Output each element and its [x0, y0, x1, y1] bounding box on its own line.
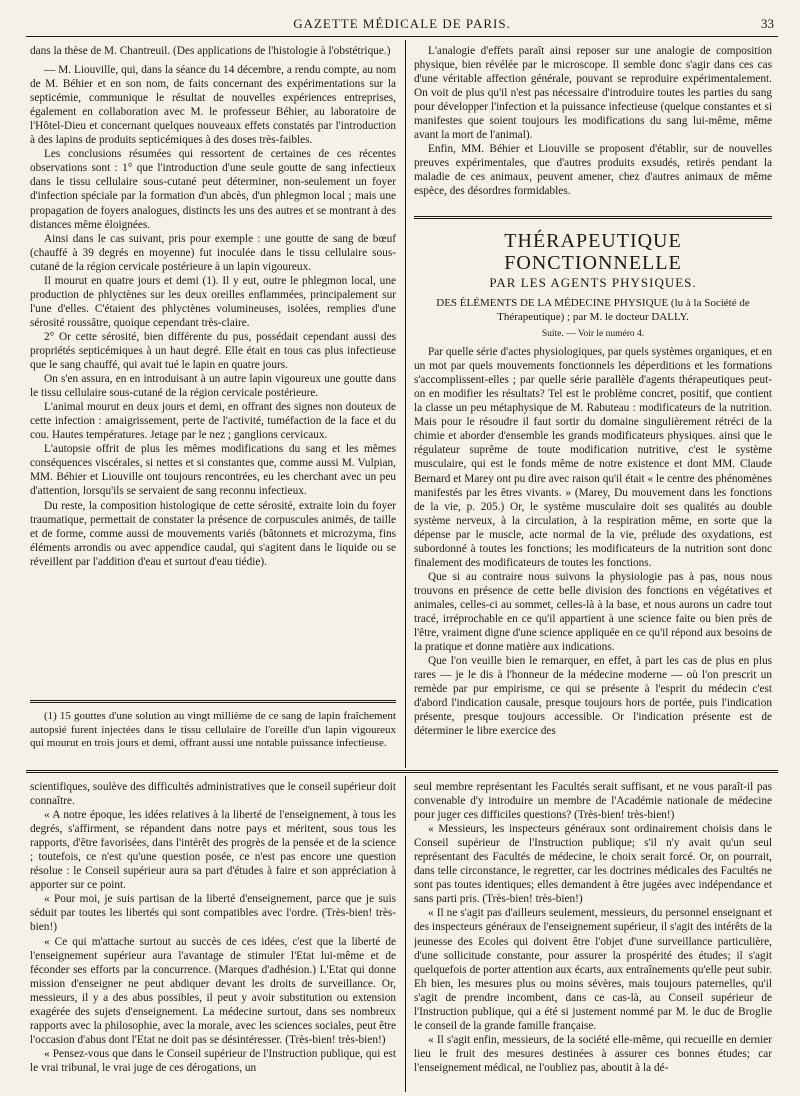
left-top-column [30, 44, 396, 692]
paragraph: L'autopsie offrit de plus les mêmes modifications du sang et les mêmes conséquences viscérales, si nettes et si constantes que, comme aussi M. Vulpian, MM. Béhier et Liouville ont toujours rencontrées, eu les cherchant avec un peu d'attention, lorsqu'ils se servaient de sang reconnu infectieux. [30, 443, 396, 498]
section-rule [414, 216, 772, 219]
paragraph: « Pensez-vous que dans le Conseil supérieur de l'Instruction publique, qui est le vrai tribunal, le vrai juge de ces dérogations, un [30, 1047, 396, 1074]
paragraph: « A notre époque, les idées relatives à la liberté de l'enseignement, à tous les degrés, s'affirment, se répandent dans notre pays et méritent, sous tous les rapports, d'être favorisées, dans l'intérêt des progrès de la pensée et de la science ; toutefois, ce n'est qu'une question posée, ce n'est pas encore une question résolue : le Conseil supérieur aura sa part d'études à faire et son appréciation à apporter sur ce point. [30, 809, 396, 892]
paragraph: « Messieurs, les inspecteurs généraux sont ordinairement choisis dans le Conseil supérieur de l'Instruction publique; s'il n'y avait qu'un seul représentant des Facultés de médecine, le choix serait forcé. Or, on pourrait, dans telle circonstance, le regretter, car les doctrines médicales des Facultés ne sont pas toutes identiques; elles demandent à être jugées avec indépendance et sans parti pris. (Très-bien! très-bien!) [414, 823, 772, 906]
section-subtitle: PAR LES AGENTS PHYSIQUES. [489, 275, 697, 290]
paragraph: 2° Or cette sérosité, bien différente du pus, possédait cependant aussi des propriétés septicémiques à un haut degré. Elle était en tous cas plus infectieuse que le sang chauffé, qui avait tué le lapin en quatre jours. [30, 330, 396, 372]
paragraph: Ainsi dans le cas suivant, pris pour exemple : une goutte de sang de bœuf (chauffé à 39 degrés en moyenne) fut inoculée dans le tissu cellulaire sous-cutané de la région cervicale postérieure à un lapin vigoureux. [30, 232, 396, 273]
column-separator [405, 776, 406, 1092]
paragraph: Les conclusions résumées qui ressortent de certaines de ces récentes observations sont : 1° que l'introduction d'une seule goutte de sang infectieux dans le tissu cellulaire sous-cutané peut déterminer, non-seulement un foyer d'infection spéciale par la formation d'un abcès, d'un phlegmon local ; mais une propagation de foyers analogues, distincts les uns des autres et se montrant à des distances même éloignées. [30, 148, 396, 231]
column-separator [405, 40, 406, 768]
paragraph: « Il s'agit enfin, messieurs, de la société elle-même, qui recueille en dernier lieu le fruit des mesures destinées à assurer ces bonnes études; car l'enseignement médical, ne l'oubliez pas, aboutit à la dé- [414, 1033, 772, 1074]
paragraph: L'animal mourut en deux jours et demi, en offrant des signes non douteux de cette infection : amaigrissement, perte de l'activité, tuméfaction de la face et du cou. Hautes températures. Jetage par le nez ; ganglions cervicaux. [30, 401, 396, 442]
page-divider [26, 770, 778, 773]
right-top-column [414, 44, 772, 212]
paragraph: seul membre représentant les Facultés serait suffisant, et ne vous paraît-il pas convenable d'y introduire un membre de l'Académie nationale de médecine pour juger ces difficiles questions? (Très-bien! très-bien!) [414, 781, 772, 822]
article-heading: DES ÉLÉMENTS DE LA MÉDECINE PHYSIQUE (lu à la Société de Thérapeutique) ; par M. le docteur DALLY. [436, 297, 750, 324]
paragraph: Par quelle série d'actes physiologiques, par quels systèmes organiques, et en un mot par quels mouvements fonctionnels les déperditions et les formations s'accomplissent-elles ; par quelle série parallèle d'agents thérapeutiques peut-on en modifier les résultats? Tel est le problème concret, positif, que contient la classe un peu métaphysique de M. Rabuteau : modificateurs de la nutrition. Mais pour le résoudre il faut sortir du domaine singulièrement rétréci de la chimie et aborder d'ensemble les grands modificateurs physiques. ainsi que le régulateur suprême de toute modification nutritive, c'est le système musculaire, qui est le fonds même de notre existence et dont MM. Claude Bernard et Marey ont pu dire avec raison qu'il était « le centre des phénomènes manifestés par les êtres vivants. » (Marey, Du mouvement dans les fonctions de la vie, p. 205.) Or, le système musculaire doit ses qualités au double système nerveux, à la circulation, à la respiration même, en sorte que la dépense par le muscle, acte normal de la vie, prélude des oxydations, est subordonné à toutes les fonctions; les modificateurs de la nutrition sont donc finalement des modificateurs de toutes les fonctions. [414, 346, 772, 569]
paragraph: — M. Liouville, qui, dans la séance du 14 décembre, a rendu compte, au nom de M. Béhier et en son nom, de faits concernant des expérimentations sur la septicémie, communique le résultat de nouvelles expériences entreprises, également en collaboration avec M. le professeur Béhier, au laboratoire de l'Hôtel-Dieu et concernant quelques nouveaux effets constatés par l'introduction à des lapins de produits septicémiques à des doses très-faibles. [30, 64, 396, 147]
paragraph: Que l'on veuille bien le remarquer, en effet, à part les cas de plus en plus rares — je le dis à l'honneur de la médecine moderne — où l'on prescrit un remède par pur empirisme, ce qui se présente à l'esprit du médecin c'est d'abord l'indication causale, presque toujours hors de portée, puis l'indication présente, presque toujours accessible. Or l'indication présente est de déterminer le libre exercice des [414, 655, 772, 738]
bottom-right-column [414, 780, 772, 1092]
paragraph: L'analogie d'effets paraît ainsi reposer sur une analogie de composition physique, bien révélée par le microscope. Il semble donc s'agir dans ces cas d'une véritable affection générale, pouvant se reproduire expérimentalement. On voit de plus qu'il n'est pas nécessaire d'introduire toutes les parties du sang pour développer l'infection et la puissance infectieuse (quelque constantes et si manifestes que soient toujours les modifications du sang lui-même, même avant la mort de l'animal). [414, 45, 772, 142]
footnote [30, 710, 396, 766]
journal-title: GAZETTE MÉDICALE DE PARIS. [293, 16, 511, 31]
therapeutique-section [414, 224, 772, 760]
bottom-left-column [30, 780, 396, 1092]
footnote-text: (1) 15 gouttes d'une solution au vingt millième de ce sang de lapin fraîchement autopsié furent injectées dans le tissu cellulaire de l'oreille d'un lapin vigoureux qui mourut en trois jours et demi, offrant aussi une notable puissance infectieuse. [30, 710, 396, 750]
paragraph: Il mourut en quatre jours et demi (1). Il y eut, outre le phlegmon local, une production de phlyctènes sur les deux oreilles enflammées, principalement sur l'une d'elles. C'étaient des phlyctènes volumineuses, isolées, remplies d'une sérosité roussâtre, quoique cependant très-claire. [30, 274, 396, 329]
page-number: 33 [761, 16, 774, 31]
paragraph: « Ce qui m'attache surtout au succès de ces idées, c'est que la liberté de l'enseignement supérieur aura l'avantage de stimuler l'Etat lui-même et de féconder ses efforts par la concurrence. (Marques d'adhésion.) L'Etat qui donne mission d'enseigner ne peut abdiquer devant les droits de surveillance. Or, messieurs, il y a des abus possibles, il peut y avoir substitution ou extension exagérée des sujets d'enseignement. La médecine surtout, dans ses nombreux rapports avec la philosophie, avec la morale, avec les sciences sociales, peut être l'occasion d'abus dont l'Etat ne doit pas se désintéresser. (Très-bien! très-bien!) [30, 935, 396, 1046]
paragraph: On s'en assura, en en introduisant à un autre lapin vigoureux une goutte dans le tissu cellulaire sous-cutané de la région cervicale postérieure. [30, 373, 396, 400]
section-title: THÉRAPEUTIQUE FONCTIONNELLE [504, 230, 682, 274]
paragraph: Que si au contraire nous suivons la physiologie pas à pas, nous nous trouvons en présence de cette belle division des fonctions en végétatives et animales, celles-ci au sommet, celles-là à la base, et nous aurons un cadre tout tracé, irréprochable en ce qu'il appartient à une science faite ou bien près de l'être, vraiment digne d'une science appliquée en ce qu'il répond aux besoins de la pratique et donne matière aux indications. [414, 570, 772, 654]
paragraph: dans la thèse de M. Chantreuil. (Des applications de l'histologie à l'obstétrique.) [30, 45, 391, 57]
paragraph: Enfin, MM. Béhier et Liouville se proposent d'établir, sur de nouvelles preuves expérimentales, que d'autres produits exsudés, retirés pendant la maladie de ces animaux, peuvent amener, chez d'autres animaux de même espèce, des désordres formidables. [414, 143, 772, 198]
paragraph: Du reste, la composition histologique de cette sérosité, extraite loin du foyer traumatique, permettait de constater la présence de corpuscules animés, de taille et de forme, comme aussi de mouvements variés (bâtonnets et microzyma, fins éléments arrondis ou avec appendice caudal, qui s'agitent dans le liquide ou se réveillent par l'addition d'eau et surtout d'eau tiédie). [30, 499, 396, 568]
header-rule [26, 36, 778, 37]
paragraph: « Il ne s'agit pas d'ailleurs seulement, messieurs, du personnel enseignant et des inspecteurs généraux de l'enseignement supérieur, il s'agit des intérêts de la jeunesse des Ecoles qui doivent être l'objet d'une surveillance particulière, d'une sollicitude constante, pour assurer la prospérité des études; il s'agit quelquefois de porter attention aux écarts, aux entraînements qu'elle peut subir. Eh bien, les mesures plus ou moins sévères, mais toujours paternelles, qu'il s'agit de prendre incombent, dans ce cas-là, au Conseil supérieur de l'Instruction publique, qui a été si justement nommé par M. le duc de Broglie le conseil de la grande famille française. [414, 907, 772, 1032]
footnote-rule [30, 700, 396, 703]
continuation-note: Suite. — Voir le numéro 4. [541, 329, 645, 340]
paragraph: scientifiques, soulève des difficultés administratives que le conseil supérieur doit connaître. [30, 781, 396, 808]
paragraph: « Pour moi, je suis partisan de la liberté d'enseignement, parce que je suis séduit par toutes les libertés qui sont compatibles avec l'ordre. (Très-bien! très-bien!) [30, 893, 396, 934]
page-header [26, 10, 778, 34]
